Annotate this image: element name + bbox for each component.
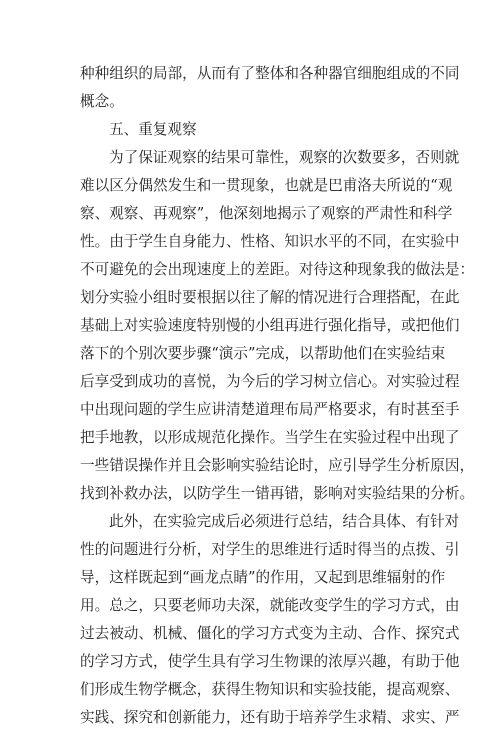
- text-line: 难以区分偶然发生和一贯现象，也就是巴甫洛夫所说的“观: [80, 177, 453, 194]
- text-line: 划分实验小组时要根据以往了解的情况进行合理搭配，在此: [80, 289, 460, 306]
- paragraph-first-line: 此外，在实验完成后必须进行总结，结合具体、有针对: [109, 513, 460, 530]
- text-line: 后享受到成功的喜悦，为今后的学习树立信心。对实验过程: [80, 373, 460, 390]
- text-line: 落下的个别次要步骤“演示”完成，以帮助他们在实验结束: [80, 345, 446, 362]
- text-line: 把手地教，以形成规范化操作。当学生在实验过程中出现了: [80, 429, 460, 446]
- text-line: 找到补救办法，以防学生一错再错，影响对实验结果的分析。: [80, 485, 475, 502]
- text-line: 概念。: [80, 93, 124, 110]
- text-line: 导，这样既起到“画龙点睛”的作用，又起到思维辐射的作: [80, 569, 446, 586]
- text-line: 过去被动、机械、僵化的学习方式变为主动、合作、探究式: [80, 625, 460, 642]
- text-line: 基础上对实验速度特别慢的小组再进行强化指导，或把他们: [80, 317, 460, 334]
- text-line: 察、观察、再观察”，他深刻地揭示了观察的严肃性和科学: [80, 205, 453, 222]
- text-line: 们形成生物学概念，获得生物知识和实验技能，提高观察、: [80, 681, 460, 698]
- text-line: 不可避免的会出现速度上的差距。对待这种现象我的做法是：: [80, 261, 475, 278]
- section-heading: 五、重复观察: [109, 121, 197, 138]
- text-line: 用。总之，只要老师功夫深，就能改变学生的学习方式，由: [80, 597, 460, 614]
- text-line: 中出现问题的学生应讲清楚道理布局严格要求，有时甚至手: [80, 401, 460, 418]
- text-line: 一些错误操作并且会影响实验结论时，应引导学生分析原因，: [80, 457, 475, 474]
- text-line: 种种组织的局部，从而有了整体和各种器官细胞组成的不同: [80, 65, 460, 82]
- text-line: 实践、探究和创新能力，还有助于培养学生求精、求实、严: [80, 709, 460, 726]
- text-line: 性。由于学生自身能力、性格、知识水平的不同，在实验中: [80, 233, 460, 250]
- text-line: 的学习方式，使学生具有学习生物课的浓厚兴趣，有助于他: [80, 653, 460, 670]
- paragraph-first-line: 为了保证观察的结果可靠性，观察的次数要多，否则就: [109, 149, 460, 166]
- text-line: 性的问题进行分析，对学生的思维进行适时得当的点拨、引: [80, 541, 460, 558]
